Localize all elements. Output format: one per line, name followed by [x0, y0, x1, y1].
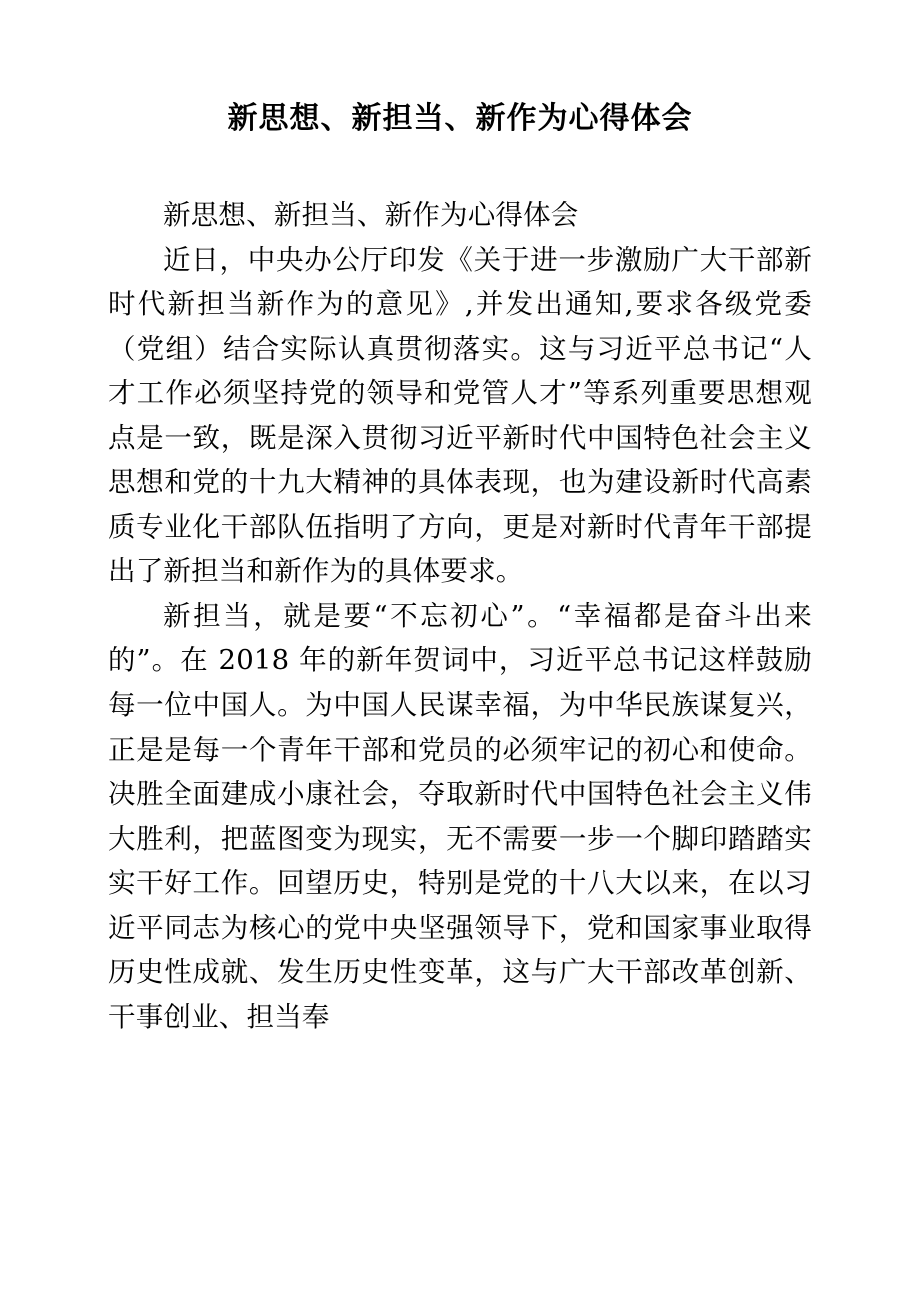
paragraph-2: 近日，中央办公厅印发《关于进一步激励广大干部新时代新担当新作为的意见》,并发出通知,要求各级党委（党组）结合实际认真贯彻落实。这与习近平总书记“人才工作必须坚持党的领导和党管人才”等系列重要思想观点是一致，既是深入贯彻习近平新时代中国特色社会主义思想和党的十九大精神的具体表现，也为建设新时代高素质专业化干部队伍指明了方向，更是对新时代青年干部提出了新担当和新作为的具体要求。	[108, 243, 812, 588]
page-title: 新思想、新担当、新作为心得体会	[227, 101, 693, 136]
paragraph-1: 新思想、新担当、新作为心得体会	[163, 199, 579, 231]
paragraph-3: 新担当，就是要“不忘初心”。“幸福都是奋斗出来的”。在 2018 年的新年贺词中，习近平总书记这样鼓励每一位中国人。为中国人民谋幸福，为中华民族谋复兴，正是是每一个青年干部和党员的必须牢记的初心和使命。决胜全面建成小康社会，夺取新时代中国特色社会主义伟大胜利，把蓝图变为现实，无不需要一步一个脚印踏踏实实干好工作。回望历史，特别是党的十八大以来，在以习近平同志为核心的党中央坚强领导下，党和国家事业取得历史性成就、发生历史性变革，这与广大干部改革创新、干事创业、担当奉	[108, 599, 812, 1033]
document-body	[108, 193, 812, 1039]
